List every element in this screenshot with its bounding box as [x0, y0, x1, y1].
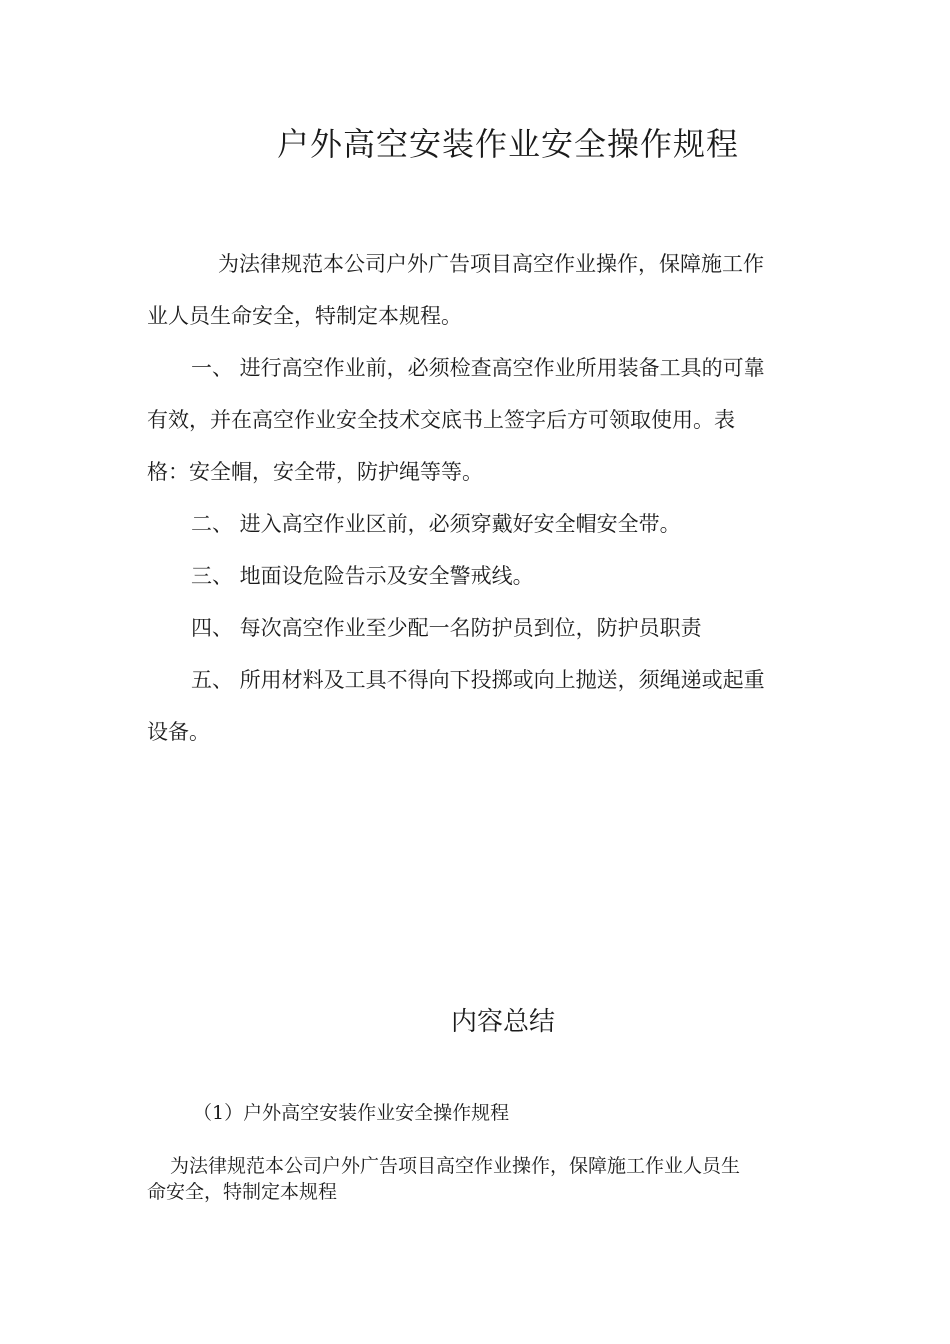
paragraph-line: 一、 进行高空作业前，必须检查高空作业所用装备工具的可靠: [191, 356, 765, 380]
paragraph-line: 三、 地面设危险告示及安全警戒线。: [191, 564, 534, 588]
paragraph-line: 四、 每次高空作业至少配一名防护员到位，防护员职责: [191, 616, 702, 640]
summary-line: 为法律规范本公司户外广告项目高空作业操作，保障施工作业人员生: [170, 1155, 741, 1177]
paragraph-line: 有效，并在高空作业安全技术交底书上签字后方可领取使用。表: [147, 408, 735, 432]
document-title: 户外高空安装作业安全操作规程: [276, 125, 739, 163]
paragraph-line: 设备。: [147, 720, 210, 744]
summary-heading: 内容总结: [450, 1007, 555, 1037]
paragraph-line: 二、 进入高空作业区前，必须穿戴好安全帽安全带。: [191, 512, 681, 536]
paragraph-line: 业人员生命安全，特制定本规程。: [147, 304, 462, 328]
paragraph-line: 格：安全帽，安全带，防护绳等等。: [147, 460, 483, 484]
paragraph-line: 为法律规范本公司户外广告项目高空作业操作，保障施工作: [218, 252, 764, 276]
summary-item: （1）户外高空安装作业安全操作规程: [193, 1102, 510, 1124]
paragraph-line: 五、 所用材料及工具不得向下投掷或向上抛送，须绳递或起重: [191, 668, 765, 692]
summary-line: 命安全，特制定本规程: [147, 1181, 338, 1203]
